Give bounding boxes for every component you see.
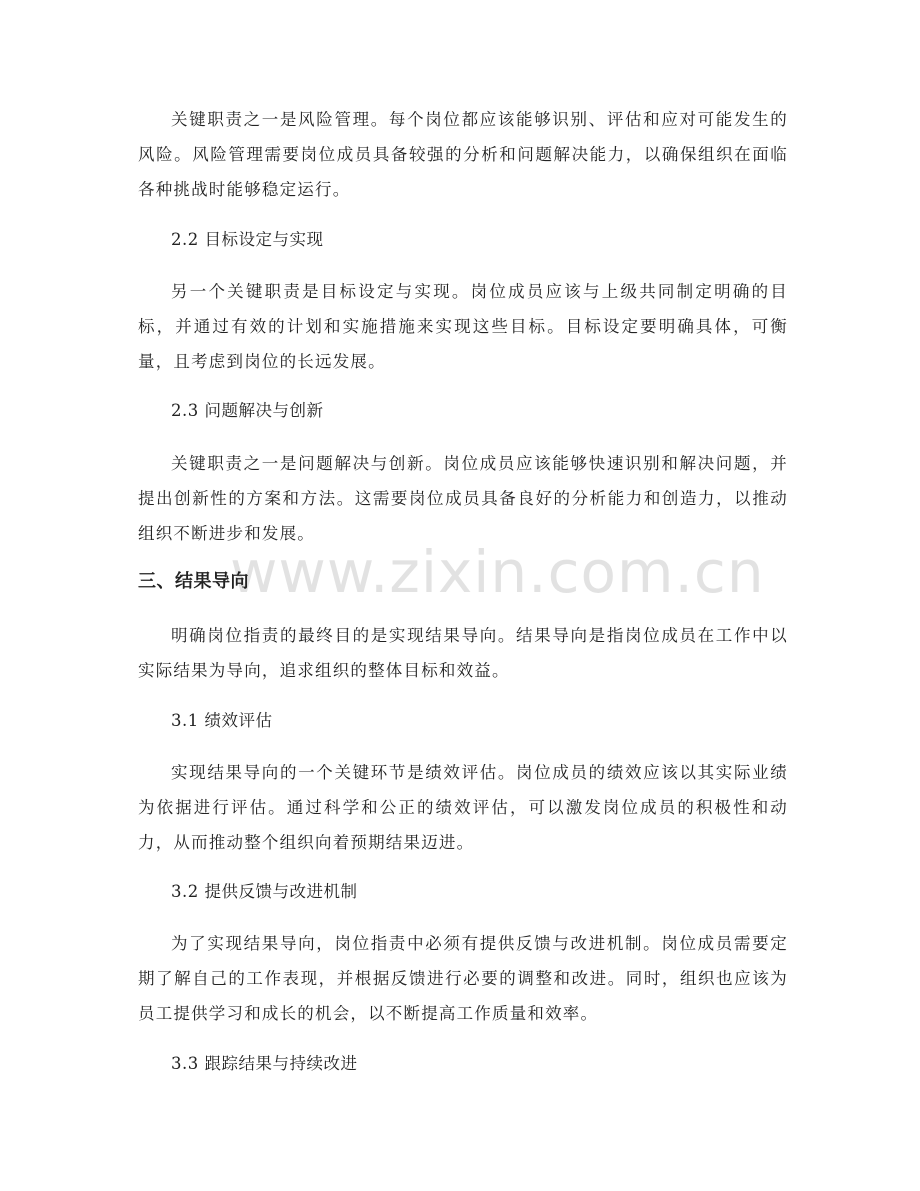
paragraph-text: 为了实现结果导向，岗位指责中必须有提供反馈与改进机制。岗位成员需要定期了解自己的工作表现，并根据反馈进行必要的调整和改进。同时，组织也应该为员工提供学习和成长的机会，以不断提高工作质量和效率。 — [138, 934, 788, 1023]
paragraph-problem-solving — [138, 446, 788, 551]
paragraph-text: 关键职责之一是问题解决与创新。岗位成员应该能够快速识别和解决问题，并提出创新性的方案和方法。这需要岗位成员具备良好的分析能力和创造力，以推动组织不断进步和发展。 — [138, 454, 788, 543]
paragraph-performance-evaluation — [138, 755, 788, 860]
paragraph-results-oriented — [138, 618, 788, 688]
heading-2-2: 2.2 目标设定与实现 — [171, 230, 324, 249]
paragraph-feedback-mechanism — [138, 926, 788, 1031]
heading-3-1: 3.1 绩效评估 — [171, 711, 273, 730]
paragraph-text: 实现结果导向的一个关键环节是绩效评估。岗位成员的绩效应该以其实际业绩为依据进行评估。通过科学和公正的绩效评估，可以激发岗位成员的积极性和动力，从而推动整个组织向着预期结果迈进。 — [138, 763, 788, 852]
paragraph-goal-setting — [138, 274, 788, 379]
paragraph-text: 关键职责之一是风险管理。每个岗位都应该能够识别、评估和应对可能发生的风险。风险管理需要岗位成员具备较强的分析和问题解决能力，以确保组织在面临各种挑战时能够稳定运行。 — [138, 110, 788, 199]
section-3-title: 三、结果导向 — [138, 571, 249, 592]
heading-2-3: 2.3 问题解决与创新 — [171, 401, 324, 420]
heading-3-3: 3.3 跟踪结果与持续改进 — [171, 1054, 358, 1073]
paragraph-risk-management — [138, 102, 788, 207]
paragraph-text: 明确岗位指责的最终目的是实现结果导向。结果导向是指岗位成员在工作中以实际结果为导向，追求组织的整体目标和效益。 — [138, 626, 788, 680]
heading-3-2: 3.2 提供反馈与改进机制 — [171, 882, 358, 901]
watermark: www.zixin.com.cn — [230, 538, 765, 606]
paragraph-text: 另一个关键职责是目标设定与实现。岗位成员应该与上级共同制定明确的目标，并通过有效的计划和实施措施来实现这些目标。目标设定要明确具体，可衡量，且考虑到岗位的长远发展。 — [138, 282, 788, 371]
